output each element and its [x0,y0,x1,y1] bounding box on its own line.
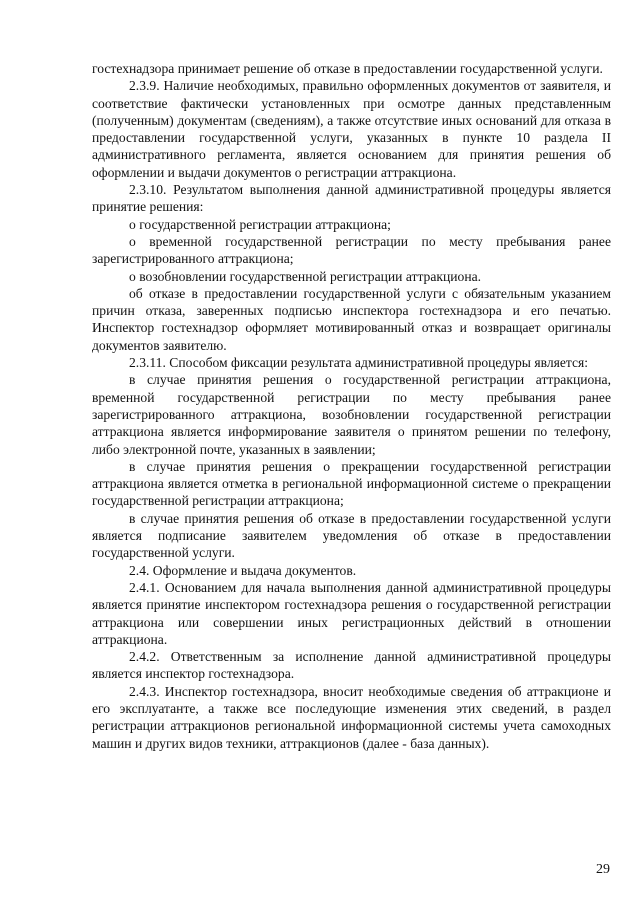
paragraph: 2.3.10. Результатом выполнения данной административной процедуры является принятие решения: [92,182,611,215]
paragraph: о государственной регистрации аттракциона; [129,216,391,232]
paragraph: в случае принятия решения о прекращении государственной регистрации аттракциона является отметка в региональной информационной системе о прекращении государственной регистрации аттракциона; [92,458,611,509]
page-number: 29 [596,862,610,877]
paragraph: гостехнадзора принимает решение об отказе в предоставлении государственной услуги. [92,61,603,76]
paragraph: 2.3.11. Способом фиксации результата административной процедуры является: [129,355,589,371]
paragraph: 2.4.1. Основанием для начала выполнения данной административной процедуры является принятие инспектором гостехнадзора решения о государственной регистрации аттракциона или совершении иных регистрационных действий в отношении аттракциона. [92,579,611,647]
document-body [92,60,611,752]
paragraph: в случае принятия решения о государственной регистрации аттракциона, временной государственной регистрации по месту пребывания ранее зарегистрированного аттракциона, возобновлении государственной регистрации аттракциона является информирование заявителя о принятом решении по телефону, либо электронной почте, указанных в заявлении; [92,372,611,457]
paragraph: 2.4.3. Инспектор гостехнадзора, вносит необходимые сведения об аттракционе и его эксплуатанте, а также все последующие изменения этих сведений, в раздел регистрации аттракционов региональной информационной системы учета самоходных машин и других видов техники, аттракционов (далее - база данных). [92,683,611,751]
paragraph: о временной государственной регистрации по месту пребывания ранее зарегистрированного аттракциона; [92,233,611,267]
paragraph: в случае принятия решения об отказе в предоставлении государственной услуги является подписание заявителем уведомления об отказе в предоставлении государственной услуги. [92,510,611,561]
section-heading: 2.4. Оформление и выдача документов. [129,562,357,578]
paragraph: об отказе в предоставлении государственной услуги с обязательным указанием причин отказа, заверенных подписью инспектора гостехнадзора и его печатью. Инспектор гостехнадзор оформляет мотивированный отказ и возвращает оригиналы документов заявителю. [92,285,611,353]
paragraph: о возобновлении государственной регистрации аттракциона. [129,268,482,284]
paragraph: 2.3.9. Наличие необходимых, правильно оформленных документов от заявителя, и соответствие фактически установленных при осмотре данных представленным (полученным) документам (сведениям), а также отсутствие иных оснований для отказа в предоставлении государственной услуги, указанных в пункте 10 раздела II административного регламента, является основанием для принятия решения об оформлении и выдачи документов о регистрации аттракциона. [92,78,611,180]
paragraph: 2.4.2. Ответственным за исполнение данной административной процедуры является инспектор гостехнадзора. [92,649,611,682]
